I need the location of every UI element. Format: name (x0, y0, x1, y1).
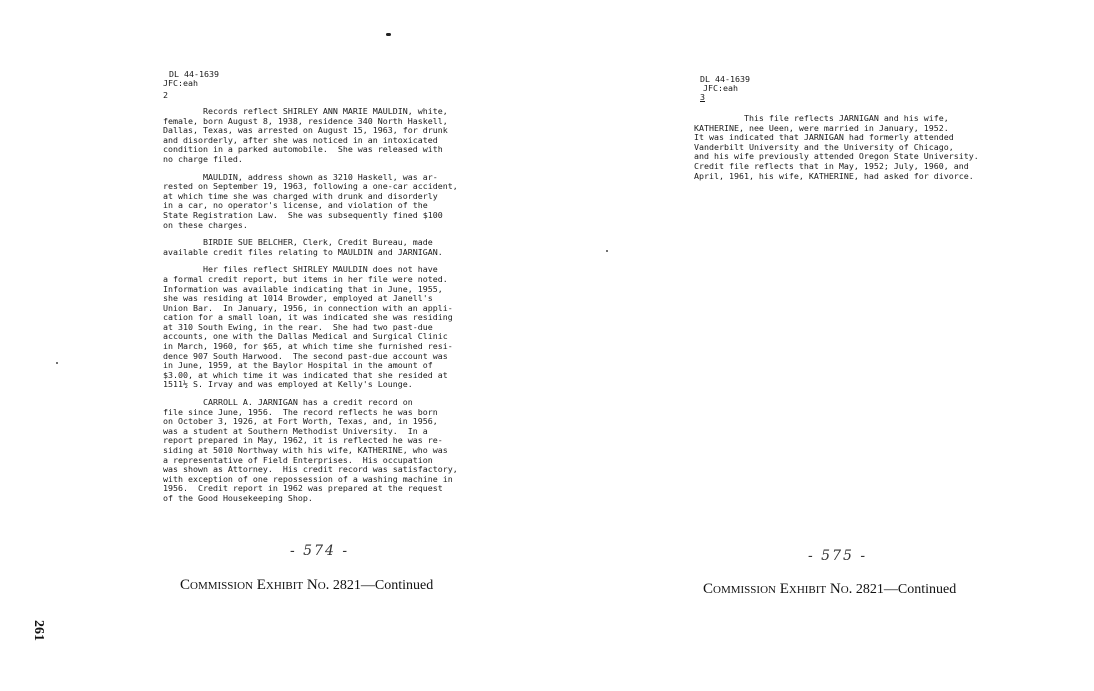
caption-suffix: 2821—Continued (332, 578, 434, 593)
page-number-typed: 3 (700, 92, 705, 102)
text-line: BIRDIE SUE BELCHER, Clerk, Credit Bureau, made (163, 237, 433, 248)
text-line: at 310 South Ewing, in the rear. She had two past-due (163, 321, 433, 332)
handwritten-page-number: - 575 - (808, 548, 868, 564)
text-line: 1511½ S. Irvay and was employed at Kelly's Lounge. (163, 379, 413, 390)
text-line: rested on September 19, 1963, following a one-car accident, (163, 181, 458, 192)
text-line: Union Bar. In January, 1956, in connection with an appli- (163, 302, 453, 313)
text-line: Her files reflect SHIRLEY MAULDIN does not have (163, 264, 438, 275)
paragraph (163, 107, 458, 165)
paragraph (163, 238, 458, 257)
paragraph (694, 114, 979, 181)
text-line: file since June, 1956. The record reflects he was born (163, 406, 438, 417)
volume-page-number: 261 (31, 620, 46, 641)
right-header (700, 75, 750, 102)
text-line: KATHERINE, nee Ueen, were married in January, 1952. (694, 122, 949, 133)
scan-mark (386, 33, 391, 36)
paragraph (163, 398, 458, 504)
paragraph (163, 173, 458, 231)
text-line: in March, 1960, for $65, at which time she furnished resi- (163, 341, 453, 352)
text-line: dence 907 South Harwood. The second past-due account was (163, 350, 448, 361)
text-line: at which time she was charged with drunk and disorderly (163, 190, 438, 201)
file-reference: DL 44-1639 (169, 69, 219, 79)
text-line: Vanderbilt University and the University of Chicago, (694, 141, 954, 152)
text-line: in June, 1959, at the Baylor Hospital in the amount of (163, 360, 433, 371)
text-line: a formal credit report, but items in her file were noted. (163, 273, 448, 284)
text-line: on October 3, 1926, at Fort Worth, Texas, and, in 1956, (163, 416, 438, 427)
paragraph (163, 265, 458, 390)
text-line: This file reflects JARNIGAN and his wife, (694, 113, 949, 123)
text-line: was shown as Attorney. His credit record was satisfactory, (163, 464, 458, 475)
text-line: report prepared in May, 1962, it is reflected he was re- (163, 435, 443, 446)
text-line: $3.00, at which time it was indicated that she resided at (163, 369, 448, 380)
text-line: female, born August 8, 1938, residence 340 North Haskell, (163, 115, 448, 126)
text-line: of the Good Housekeeping Shop. (163, 492, 313, 503)
caption-prefix: Commission Exhibit No. (703, 581, 853, 597)
text-line: It was indicated that JARNIGAN had formerly attended (694, 132, 954, 143)
scan-dot (56, 362, 58, 364)
scan-dot (606, 250, 608, 252)
text-line: was a student at Southern Methodist University. In a (163, 425, 428, 436)
caption-prefix: Commission Exhibit No. (180, 577, 330, 593)
text-line: Records reflect SHIRLEY ANN MARIE MAULDIN, white, (163, 106, 448, 116)
right-page (600, 0, 1094, 691)
text-line: with exception of one repossession of a washing machine in (163, 473, 453, 484)
text-line: Information was available indicating that in June, 1955, (163, 283, 443, 294)
agent-initials: JFC:eah (703, 83, 738, 93)
page-number-typed: 2 (163, 90, 168, 100)
text-line: she was residing at 1014 Browder, employed at Janell's (163, 293, 433, 304)
text-line: no charge filed. (163, 153, 243, 164)
text-line: condition in a parked automobile. She was released with (163, 144, 443, 155)
text-line: Credit file reflects that in May, 1952; July, 1960, and (694, 160, 969, 171)
file-reference: DL 44-1639 (700, 74, 750, 84)
left-header (163, 70, 219, 100)
left-body-text (163, 107, 458, 512)
text-line: and disorderly, after she was noticed in an intoxicated (163, 134, 438, 145)
text-line: April, 1961, his wife, KATHERINE, had asked for divorce. (694, 170, 974, 181)
exhibit-caption (703, 581, 956, 598)
handwritten-page-number: - 574 - (290, 543, 350, 559)
caption-suffix: 2821—Continued (855, 582, 957, 597)
agent-initials: JFC:eah (163, 78, 198, 88)
text-line: accounts, one with the Dallas Medical and Surgical Clinic (163, 331, 448, 342)
text-line: in a car, no operator's license, and violation of the (163, 200, 428, 211)
text-line: State Registration Law. She was subsequently fined $100 (163, 209, 443, 220)
text-line: and his wife previously attended Oregon State University. (694, 151, 979, 162)
text-line: MAULDIN, address shown as 3210 Haskell, was ar- (163, 171, 438, 182)
text-line: CARROLL A. JARNIGAN has a credit record on (163, 397, 413, 408)
text-line: cation for a small loan, it was indicated she was residing (163, 312, 453, 323)
text-line: 1956. Credit report in 1962 was prepared at the request (163, 483, 443, 494)
right-body-text (694, 114, 979, 189)
text-line: a representative of Field Enterprises. His occupation (163, 454, 433, 465)
text-line: available credit files relating to MAULDIN and JARNIGAN. (163, 246, 443, 257)
text-line: siding at 5010 Northway with his wife, KATHERINE, who was (163, 445, 448, 455)
text-line: Dallas, Texas, was arrested on August 15, 1963, for drunk (163, 125, 448, 136)
text-line: on these charges. (163, 219, 248, 230)
exhibit-caption (180, 577, 433, 594)
